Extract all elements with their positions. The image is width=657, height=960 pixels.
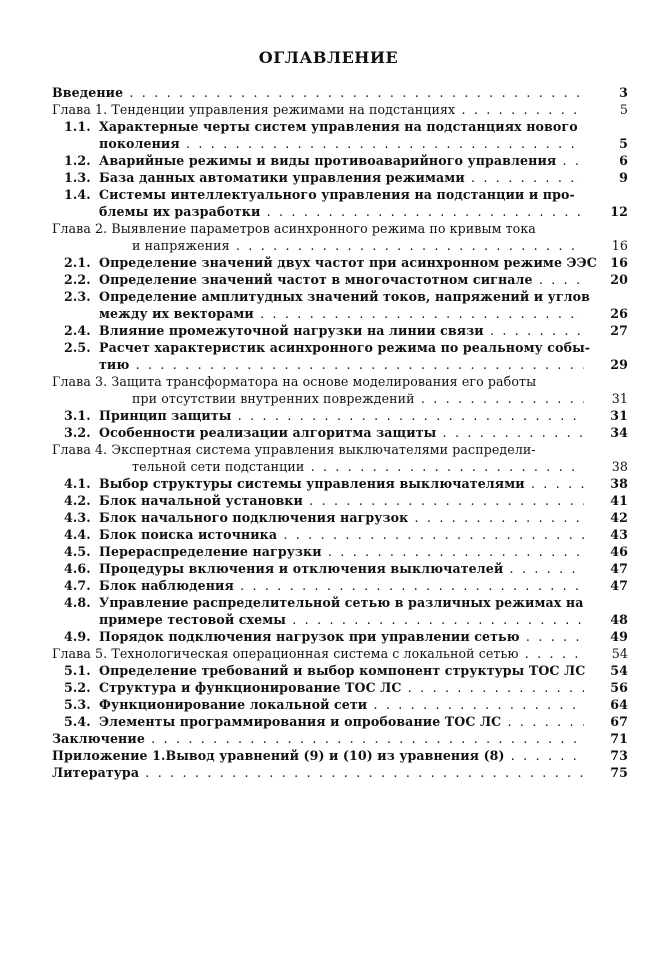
section-number: 4.9. <box>64 629 91 644</box>
page-number: 20 <box>610 272 628 287</box>
page-number: 73 <box>610 748 628 763</box>
entry-title: Функционирование локальной сети . . . <box>99 696 584 713</box>
entry-title: Приложение 1.Вывод уравнений (9) и (10) из уравнения (8) . . . <box>52 747 584 764</box>
page-number: 9 <box>619 170 628 185</box>
section-number: 2.5. <box>64 340 91 355</box>
entry-title: тельной сети подстанции . . . <box>132 458 584 475</box>
entry-title: поколения . . . <box>99 135 584 152</box>
entry-title: примере тестовой схемы . . . <box>99 611 584 628</box>
entry-title: Определение значений частот в многочастотном сигнале . . . <box>99 271 584 288</box>
section-number: 4.5. <box>64 544 91 559</box>
section-number: 2.3. <box>64 289 91 304</box>
toc-entry[interactable] <box>52 577 628 594</box>
page-number: 49 <box>610 629 628 644</box>
section-number: 1.2. <box>64 153 91 168</box>
toc-entry-continuation[interactable] <box>52 237 628 254</box>
entry-title: Аварийные режимы и виды противоаварийного управления . . . <box>99 152 584 169</box>
page-number: 34 <box>610 425 628 440</box>
toc-entry[interactable] <box>52 101 628 118</box>
section-number: 1.3. <box>64 170 91 185</box>
toc-entry[interactable] <box>52 424 628 441</box>
entry-title: Определение значений двух частот при асинхронном режиме ЭЭС <box>99 255 597 270</box>
section-number: 4.6. <box>64 561 91 576</box>
entry-title: Процедуры включения и отключения выключателей . . . <box>99 560 584 577</box>
entry-title: Расчет характеристик асинхронного режима по реальному собы- <box>99 340 591 355</box>
page-number: 64 <box>610 697 628 712</box>
toc-entry[interactable] <box>52 747 628 764</box>
section-number: 4.1. <box>64 476 91 491</box>
toc-entry[interactable] <box>52 628 628 645</box>
toc-entry-continuation[interactable] <box>52 390 628 407</box>
entry-title: Особенности реализации алгоритма защиты . . . <box>99 424 584 441</box>
page-number: 29 <box>610 357 628 372</box>
page-number: 42 <box>610 510 628 525</box>
toc-entry[interactable] <box>52 152 628 169</box>
entry-title: Структура и функционирование ТОС ЛС . . . <box>99 679 584 696</box>
page-number: 54 <box>610 663 628 678</box>
page-number: 71 <box>610 731 628 746</box>
entry-title: Элементы программирования и опробование ТОС ЛС . . . <box>99 713 584 730</box>
section-number: 5.1. <box>64 663 91 678</box>
entry-title: Блок начальной установки . . . <box>99 492 584 509</box>
section-number: 4.4. <box>64 527 91 542</box>
toc-entry[interactable] <box>52 696 628 713</box>
toc-entry[interactable] <box>52 662 628 679</box>
table-of-contents <box>52 84 628 781</box>
page-number: 54 <box>611 646 628 661</box>
toc-entry[interactable] <box>52 186 628 203</box>
section-number: 4.3. <box>64 510 91 525</box>
toc-entry-continuation[interactable] <box>52 135 628 152</box>
page-number: 5 <box>619 102 628 117</box>
page-number: 31 <box>610 408 628 423</box>
toc-entry[interactable] <box>52 543 628 560</box>
entry-title: тию . . . <box>99 356 584 373</box>
page-number: 41 <box>610 493 628 508</box>
entry-title: Глава 1. Тенденции управления режимами на подстанциях . . . <box>52 101 584 118</box>
toc-entry[interactable] <box>52 713 628 730</box>
section-number: 4.7. <box>64 578 91 593</box>
entry-title: Перераспределение нагрузки . . . <box>99 543 584 560</box>
toc-entry[interactable] <box>52 475 628 492</box>
toc-entry[interactable] <box>52 492 628 509</box>
entry-title: Введение . . . <box>52 84 584 101</box>
entry-title: Принцип защиты . . . <box>99 407 584 424</box>
entry-title: База данных автоматики управления режимами . . . <box>99 169 584 186</box>
toc-entry[interactable] <box>52 118 628 135</box>
toc-entry-continuation[interactable] <box>52 356 628 373</box>
page-number: 56 <box>610 680 628 695</box>
toc-entry[interactable] <box>52 373 628 390</box>
section-number: 4.2. <box>64 493 91 508</box>
entry-title: Управление распределительной сетью в различных режимах на <box>99 595 584 610</box>
section-number: 2.1. <box>64 255 91 270</box>
page-number: 46 <box>610 544 628 559</box>
toc-entry[interactable] <box>52 220 628 237</box>
entry-title: Глава 2. Выявление параметров асинхронного режима по кривым тока <box>52 221 536 236</box>
page-number: 38 <box>611 459 628 474</box>
page-number: 47 <box>610 578 628 593</box>
page-number: 3 <box>619 85 628 100</box>
toc-entry-continuation[interactable] <box>52 305 628 322</box>
section-number: 2.4. <box>64 323 91 338</box>
section-number: 4.8. <box>64 595 91 610</box>
section-number: 1.4. <box>64 187 91 202</box>
entry-title: Глава 3. Защита трансформатора на основе моделирования его работы <box>52 374 537 389</box>
entry-title: Литература . . . <box>52 764 584 781</box>
toc-entry[interactable] <box>52 526 628 543</box>
page-number: 31 <box>611 391 628 406</box>
entry-title: Характерные черты систем управления на подстанциях нового <box>99 119 578 134</box>
toc-entry[interactable] <box>52 645 628 662</box>
entry-title: Определение амплитудных значений токов, напряжений и углов <box>99 289 590 304</box>
page-number: 47 <box>610 561 628 576</box>
toc-entry[interactable] <box>52 594 628 611</box>
entry-title: Определение требований и выбор компонент структуры ТОС ЛС <box>99 663 586 678</box>
entry-title: при отсутствии внутренних повреждений . . . <box>132 390 584 407</box>
page-number: 26 <box>610 306 628 321</box>
entry-title: Глава 5. Технологическая операционная система с локальной сетью . . . <box>52 645 584 662</box>
entry-title: Блок наблюдения . . . <box>99 577 584 594</box>
toc-entry[interactable] <box>52 271 628 288</box>
toc-entry[interactable] <box>52 339 628 356</box>
entry-title: Блок начального подключения нагрузок . . . <box>99 509 584 526</box>
toc-entry[interactable] <box>52 254 628 271</box>
section-number: 5.4. <box>64 714 91 729</box>
toc-entry[interactable] <box>52 679 628 696</box>
section-number: 1.1. <box>64 119 91 134</box>
entry-title: между их векторами . . . <box>99 305 584 322</box>
section-number: 3.1. <box>64 408 91 423</box>
page-number: 5 <box>619 136 628 151</box>
section-number: 5.2. <box>64 680 91 695</box>
toc-entry-continuation[interactable] <box>52 203 628 220</box>
page-number: 12 <box>610 204 628 219</box>
toc-entry[interactable] <box>52 764 628 781</box>
page-number: 16 <box>610 255 628 270</box>
toc-entry-continuation[interactable] <box>52 611 628 628</box>
toc-entry[interactable] <box>52 407 628 424</box>
toc-title: ОГЛАВЛЕНИЕ <box>258 48 399 67</box>
section-number: 5.3. <box>64 697 91 712</box>
entry-title: Глава 4. Экспертная система управления выключателями распредели- <box>52 442 536 457</box>
toc-entry[interactable] <box>52 322 628 339</box>
entry-title: Блок поиска источника . . . <box>99 526 584 543</box>
page-number: 38 <box>610 476 628 491</box>
entry-title: Выбор структуры системы управления выключателями . . . <box>99 475 584 492</box>
page-number: 75 <box>610 765 628 780</box>
page-number: 27 <box>610 323 628 338</box>
toc-entry[interactable] <box>52 288 628 305</box>
toc-entry[interactable] <box>52 509 628 526</box>
entry-title: Влияние промежуточной нагрузки на линии связи . . . <box>99 322 584 339</box>
toc-entry[interactable] <box>52 730 628 747</box>
entry-title: Заключение . . . <box>52 730 584 747</box>
entry-title: и напряжения . . . <box>132 237 584 254</box>
entry-title: блемы их разработки . . . <box>99 203 584 220</box>
page-number: 48 <box>610 612 628 627</box>
entry-title: Порядок подключения нагрузок при управлении сетью . . . <box>99 628 584 645</box>
toc-entry[interactable] <box>52 441 628 458</box>
page-number: 6 <box>619 153 628 168</box>
page-number: 67 <box>610 714 628 729</box>
toc-entry[interactable] <box>52 560 628 577</box>
section-number: 2.2. <box>64 272 91 287</box>
section-number: 3.2. <box>64 425 91 440</box>
toc-entry[interactable] <box>52 84 628 101</box>
page-number: 43 <box>610 527 628 542</box>
entry-title: Системы интеллектуального управления на подстанции и про- <box>99 187 575 202</box>
toc-entry[interactable] <box>52 169 628 186</box>
toc-entry-continuation[interactable] <box>52 458 628 475</box>
page-number: 16 <box>611 238 628 253</box>
